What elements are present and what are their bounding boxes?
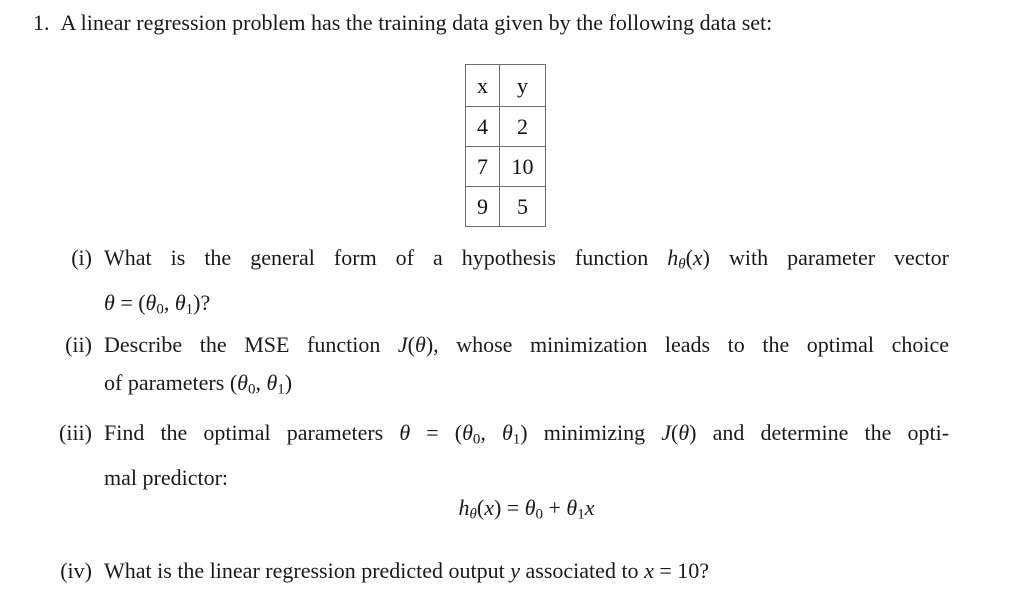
table-row (466, 147, 546, 187)
table-header-y: y (500, 65, 546, 107)
part-iii (30, 414, 949, 497)
table-cell-x2: 7 (466, 147, 500, 187)
table-row (466, 107, 546, 147)
part-i-line-2: θ = (θ0, θ1)? (104, 289, 211, 318)
part-iii-label: (iii) (59, 420, 92, 445)
part-iii-line-1: Find the optimal parameters θ = (θ0, θ1) minimizing J(θ) and determine the opti- (104, 420, 950, 448)
table-header-row (466, 65, 546, 107)
part-iv-body (104, 552, 949, 590)
part-i-line-1: What is the general form of a hypothesis function hθ(x) with parameter vector (104, 245, 949, 273)
problem-number: 1. (33, 10, 50, 35)
part-i (30, 239, 949, 328)
hypothesis-formula: hθ(x) = θ0 + θ1x (458, 495, 595, 523)
part-ii (30, 326, 949, 409)
part-iv-line-1: What is the linear regression predicted output y associated to x = 10? (104, 558, 709, 583)
part-ii-line-1: Describe the MSE function J(θ), whose minimization leads to the optimal choice (104, 332, 949, 357)
problem-title (33, 8, 772, 38)
part-iii-line-2: mal predictor: (104, 464, 229, 490)
part-iv (30, 552, 949, 590)
table-cell-y1: 2 (500, 107, 546, 147)
part-i-body (104, 239, 949, 328)
table-cell-x1: 4 (466, 107, 500, 147)
part-i-label: (i) (71, 245, 92, 270)
table-header-x: x (466, 65, 500, 107)
table-cell-y2: 10 (500, 147, 546, 187)
part-ii-label: (ii) (65, 332, 92, 357)
table-row (466, 187, 546, 227)
part-ii-body (104, 326, 949, 409)
part-ii-line-2: of parameters (θ0, θ1) (104, 370, 293, 398)
training-data-table (465, 64, 546, 227)
table-cell-x3: 9 (466, 187, 500, 227)
problem-intro-text: A linear regression problem has the training data given by the following data set: (60, 10, 773, 35)
part-iv-label: (iv) (60, 558, 92, 583)
part-iii-body (104, 414, 949, 497)
table-cell-y3: 5 (500, 187, 546, 227)
